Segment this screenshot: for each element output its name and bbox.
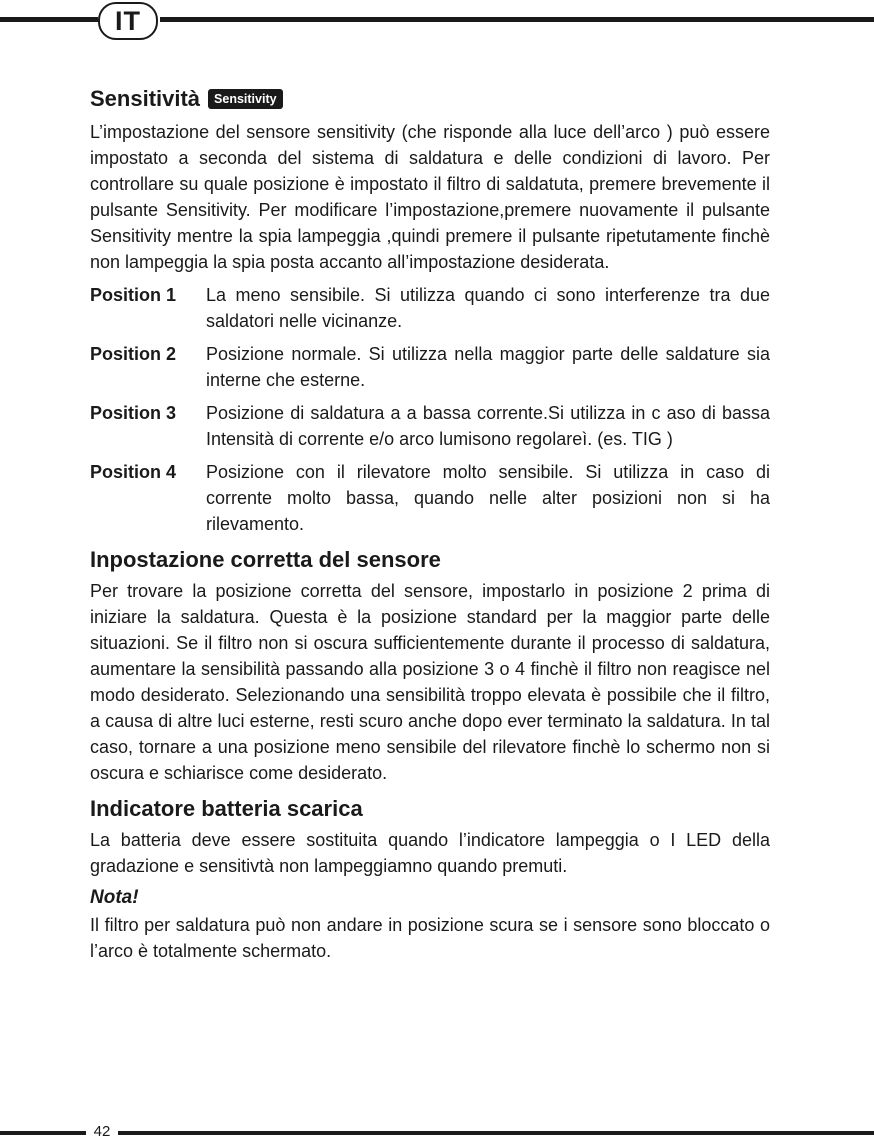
position-description: La meno sensibile. Si utilizza quando ci sono interferenze tra due saldatori nelle vicinanze. xyxy=(206,285,770,331)
position-description: Posizione con il rilevatore molto sensibile. Si utilizza in caso di corrente molto bassa, quando nelle alter posizioni non si ha rilevamento. xyxy=(206,462,770,534)
header-rule-right xyxy=(160,17,874,22)
sensor-setup-title: Inpostazione corretta del sensore xyxy=(90,547,441,572)
header-rule-left xyxy=(0,17,98,22)
note-paragraph: Il filtro per saldatura può non andare in posizione scura se i sensore sono bloccato o l’arco è totalmente schermato. xyxy=(90,915,770,961)
sensitivity-button-label: Sensitivity xyxy=(208,89,283,109)
note-title: Nota! xyxy=(90,887,139,908)
position-label: Position 3 xyxy=(90,403,177,423)
language-badge: IT xyxy=(98,2,158,40)
position-label: Position 1 xyxy=(90,285,177,305)
position-label: Position 4 xyxy=(90,462,177,482)
page-number: 42 xyxy=(93,1123,111,1140)
position-item xyxy=(90,400,770,452)
position-item xyxy=(90,459,770,537)
footer-rule-right xyxy=(118,1131,874,1135)
sensitivity-paragraph: L’impostazione del sensore sensitivity (che risponde alla luce dell’arco ) può essere impostato a seconda del sistema di saldatura e delle condizioni di lavoro. Per controllare su quale posizione è impostato il filtro di saldatuta, premere brevemente il pulsante Sensitivity. Per modificare l’impostazione,premere nuovamente il pulsante Sensitivity mentre la spia lampeggia ,quindi premere il pulsante ripetutamente finchè non lampeggia la spia posta accanto all’impostazione desiderata. xyxy=(90,122,770,272)
battery-section xyxy=(90,794,770,879)
position-item xyxy=(90,341,770,393)
position-item xyxy=(90,282,770,334)
position-description: Posizione normale. Si utilizza nella maggior parte delle saldature sia interne che esterne. xyxy=(206,344,770,390)
sensor-setup-section xyxy=(90,545,770,786)
positions-list xyxy=(90,282,770,537)
battery-title: Indicatore batteria scarica xyxy=(90,796,363,821)
sensitivity-title: Sensitività xyxy=(90,86,201,111)
position-description: Posizione di saldatura a a bassa corrente.Si utilizza in c aso di bassa Intensità di corrente e/o arco lumisono regolareì. (es. TIG ) xyxy=(206,403,770,449)
sensor-setup-paragraph: Per trovare la posizione corretta del sensore, impostarlo in posizione 2 prima di iniziare la saldatura. Questa è la posizione standard per la maggior parte delle situazioni. Se il filtro non si oscura sufficientemente durante il processo di saldatura, aumentare la sensibilità passando alla posizione 3 o 4 finchè il filtro non reagisce nel modo desiderato. Selezionando una sensibilità troppo elevata è possibile che il filtro, a causa di altre luci esterne, resti scuro anche dopo ever terminato la saldatura. In tal caso, tornare a una posizione meno sensibile del rilevatore finchè lo schermo non si oscura e schiarisce come desiderato. xyxy=(90,581,770,783)
battery-paragraph: La batteria deve essere sostituita quando l’indicatore lampeggia o I LED della gradazione e sensitivtà non lampeggiamno quando premuti. xyxy=(90,830,770,876)
footer-rule-left xyxy=(0,1131,86,1135)
position-label: Position 2 xyxy=(90,344,177,364)
page-content xyxy=(90,84,770,964)
sensitivity-heading-row xyxy=(90,84,770,114)
